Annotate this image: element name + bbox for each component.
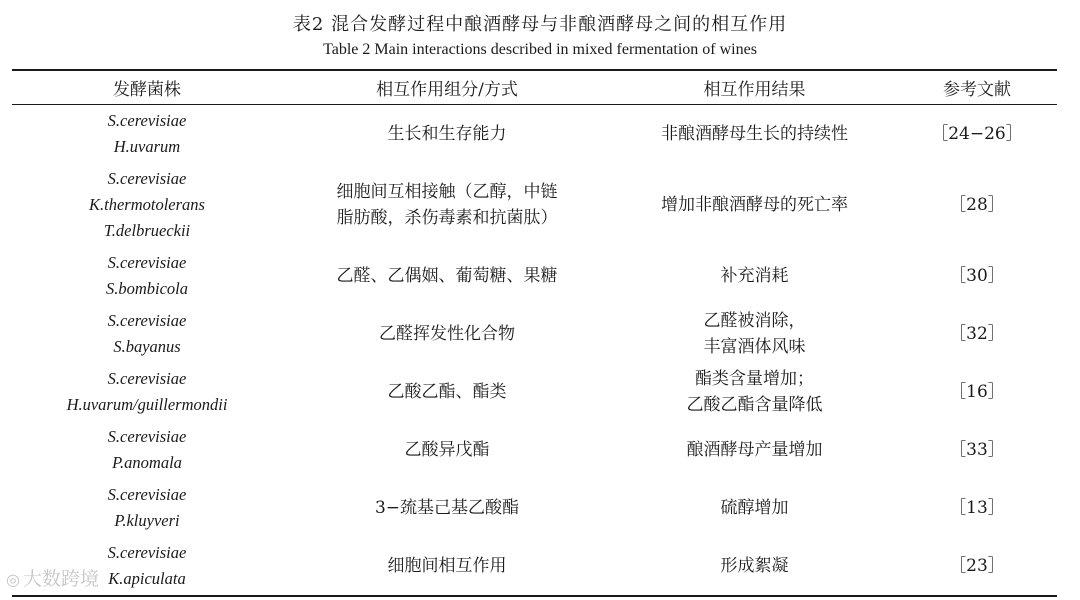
- component-cell-line: 乙醛、乙偶姻、葡萄糖、果糖: [336, 266, 558, 286]
- table-row: [12, 305, 1057, 363]
- table-title-cn: 表2 混合发酵过程中酿酒酵母与非酿酒酵母之间的相互作用: [292, 14, 788, 35]
- watermark-text: 大数跨境: [22, 568, 99, 590]
- strain-cell: [12, 163, 282, 247]
- strain-cell-line: S.cerevisiae: [107, 427, 187, 446]
- reference-cell: ［16］: [949, 382, 1005, 402]
- component-cell-line: 3−巯基己基乙酸酯: [374, 498, 520, 518]
- table-row: [12, 105, 1057, 164]
- result-cell-line: 硫醇增加: [720, 498, 789, 518]
- strain-cell-line: H.uvarum: [113, 137, 181, 156]
- strain-cell: [12, 105, 282, 164]
- component-cell-line: 乙酸异戊酯: [404, 440, 490, 460]
- component-cell-line: 细胞间互相接触（乙醇，中链: [336, 182, 558, 202]
- weibo-icon: ◎: [6, 570, 20, 589]
- result-cell-line: 非酿酒酵母生长的持续性: [661, 124, 848, 144]
- table-row: [12, 421, 1057, 479]
- component-cell: [282, 247, 612, 305]
- reference-cell: ［30］: [949, 266, 1005, 286]
- result-cell-line: 增加非酿酒酵母的死亡率: [661, 195, 848, 215]
- result-cell: [612, 105, 897, 164]
- result-cell: [612, 479, 897, 537]
- strain-cell: [12, 305, 282, 363]
- table-row: [12, 163, 1057, 247]
- strain-cell-line: S.cerevisiae: [107, 253, 187, 272]
- component-cell: [282, 421, 612, 479]
- component-cell: [282, 363, 612, 421]
- result-cell-line: 形成絮凝: [720, 556, 789, 576]
- component-cell-line: 生长和生存能力: [387, 124, 507, 144]
- interactions-table: [12, 69, 1057, 597]
- strain-cell-line: P.anomala: [112, 453, 182, 472]
- table-row: [12, 537, 1057, 596]
- component-cell-line: 乙酸乙酯、酯类: [387, 382, 507, 402]
- result-cell-line: 丰富酒体风味: [703, 337, 806, 357]
- component-cell: [282, 163, 612, 247]
- table-title-en: Table 2 Main interactions described in mixed fermentation of wines: [323, 41, 757, 58]
- component-cell-line: 细胞间相互作用: [387, 556, 507, 576]
- reference-cell: ［33］: [949, 440, 1005, 460]
- header-component: 相互作用组分/方式: [282, 70, 612, 105]
- strain-cell-line: S.cerevisiae: [107, 369, 187, 388]
- strain-cell-line: P.kluyveri: [114, 511, 180, 530]
- strain-cell-line: K.thermotolerans: [89, 195, 205, 214]
- strain-cell-line: S.cerevisiae: [107, 111, 187, 130]
- header-result: 相互作用结果: [612, 70, 897, 105]
- strain-cell-line: S.bombicola: [105, 279, 189, 298]
- table-body: [12, 105, 1057, 597]
- reference-cell: ［13］: [949, 498, 1005, 518]
- component-cell-line: 乙醛挥发性化合物: [379, 324, 515, 344]
- component-cell: [282, 105, 612, 164]
- strain-cell: [12, 247, 282, 305]
- strain-cell-line: K.apiculata: [108, 569, 186, 588]
- reference-cell: ［28］: [949, 195, 1005, 215]
- table-row: [12, 363, 1057, 421]
- component-cell: [282, 537, 612, 596]
- result-cell: [612, 247, 897, 305]
- reference-cell: ［23］: [949, 556, 1005, 576]
- strain-cell: [12, 479, 282, 537]
- strain-cell-line: S.cerevisiae: [107, 311, 187, 330]
- result-cell-line: 酯类含量增加；: [695, 369, 814, 389]
- result-cell: [612, 421, 897, 479]
- strain-cell: [12, 363, 282, 421]
- component-cell: [282, 479, 612, 537]
- watermark: [6, 564, 99, 591]
- component-cell: [282, 305, 612, 363]
- result-cell: [612, 305, 897, 363]
- result-cell: [612, 363, 897, 421]
- strain-cell-line: S.cerevisiae: [107, 169, 187, 188]
- reference-cell: ［24−26］: [931, 124, 1023, 144]
- header-strain: 发酵菌株: [12, 70, 282, 105]
- result-cell-line: 补充消耗: [720, 266, 789, 286]
- result-cell-line: 酿酒酵母产量增加: [686, 440, 823, 460]
- strain-cell: [12, 421, 282, 479]
- strain-cell-line: S.cerevisiae: [107, 485, 187, 504]
- strain-cell-line: H.uvarum/guillermondii: [66, 395, 228, 414]
- result-cell: [612, 537, 897, 596]
- header-reference: 参考文献: [897, 70, 1057, 105]
- strain-cell-line: T.delbrueckii: [103, 221, 191, 240]
- strain-cell-line: S.bayanus: [113, 337, 181, 356]
- result-cell-line: 乙醛被消除，: [703, 311, 806, 331]
- result-cell-line: 乙酸乙酯含量降低: [686, 395, 823, 415]
- table-row: [12, 247, 1057, 305]
- table-row: [12, 479, 1057, 537]
- table-header-row: [12, 70, 1057, 105]
- reference-cell: ［32］: [949, 324, 1005, 344]
- result-cell: [612, 163, 897, 247]
- component-cell-line: 脂肪酸，杀伤毒素和抗菌肽）: [336, 208, 558, 228]
- strain-cell-line: S.cerevisiae: [107, 543, 187, 562]
